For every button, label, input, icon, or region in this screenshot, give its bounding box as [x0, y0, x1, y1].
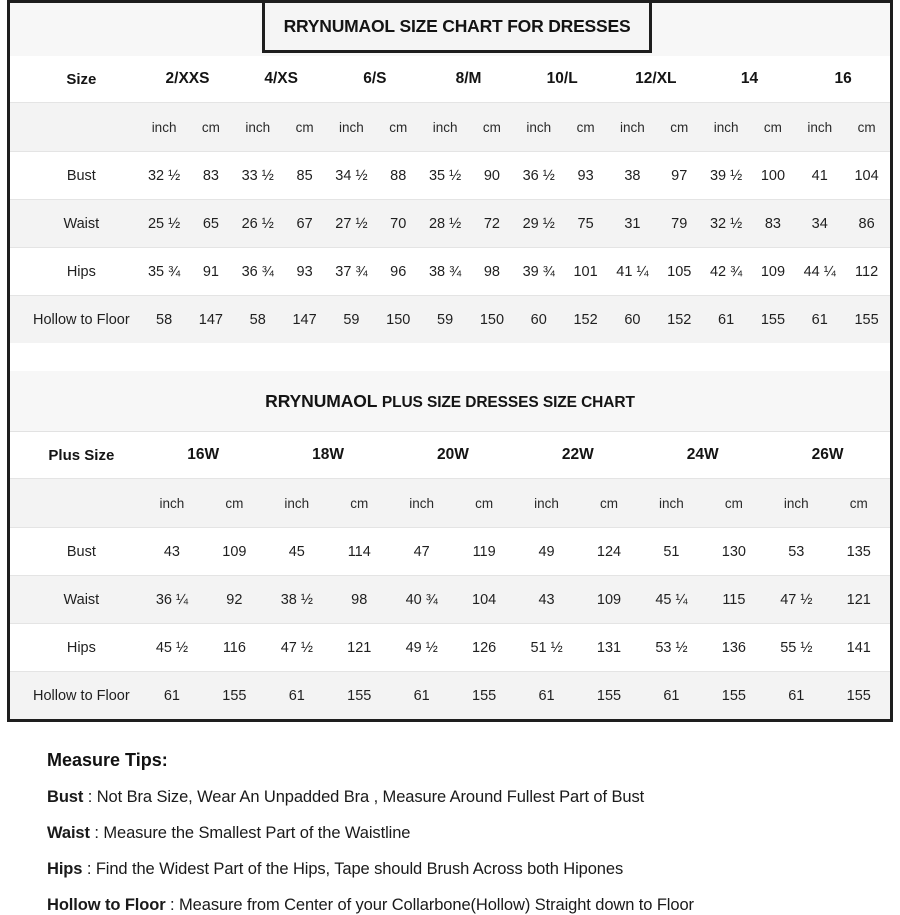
plus-cell-0-3: 114: [328, 528, 390, 576]
plus-cell-1-0: 36 ¼: [141, 576, 203, 624]
main-unit-inch-4: inch: [515, 103, 562, 152]
plus-cell-2-4: 49 ½: [390, 624, 452, 672]
main-unit-cm-1: cm: [281, 103, 328, 152]
main-cell-2-2: 36 ¾: [234, 248, 281, 296]
main-cell-2-0: 35 ¾: [141, 248, 188, 296]
plus-cell-2-5: 126: [453, 624, 515, 672]
main-size-header-row: [10, 56, 890, 103]
plus-unit-cm-3: cm: [578, 479, 640, 528]
main-cell-0-2: 33 ½: [234, 152, 281, 200]
plus-unit-cm-1: cm: [328, 479, 390, 528]
main-cell-2-3: 93: [281, 248, 328, 296]
plus-size-col-5: 26W: [765, 432, 890, 479]
main-cell-0-6: 35 ½: [422, 152, 469, 200]
main-cell-1-3: 67: [281, 200, 328, 248]
measure-tip-hips: [47, 860, 893, 879]
plus-cell-3-5: 155: [453, 672, 515, 720]
plus-unit-inch-1: inch: [266, 479, 328, 528]
table-row: [10, 576, 890, 624]
plus-row-label-2: Hips: [10, 624, 141, 672]
plus-cell-0-5: 119: [453, 528, 515, 576]
main-unit-inch-3: inch: [422, 103, 469, 152]
plus-size-table-body: [10, 432, 890, 719]
plus-cell-3-7: 155: [578, 672, 640, 720]
main-cell-1-12: 32 ½: [703, 200, 750, 248]
measure-tip-hollow-to-floor: [47, 896, 893, 915]
measure-tip-hollow-sep: :: [165, 896, 180, 914]
main-cell-3-5: 150: [375, 296, 422, 344]
table-row: [10, 152, 890, 200]
plus-cell-1-1: 92: [203, 576, 265, 624]
plus-row-label-3: Hollow to Floor: [10, 672, 141, 720]
plus-cell-2-11: 141: [828, 624, 890, 672]
main-unit-inch-1: inch: [234, 103, 281, 152]
plus-unit-inch-4: inch: [640, 479, 702, 528]
table-section-gap: [10, 343, 890, 371]
main-cell-0-8: 36 ½: [515, 152, 562, 200]
main-size-col-4: 10/L: [515, 56, 609, 103]
main-cell-3-0: 58: [141, 296, 188, 344]
main-cell-3-12: 61: [703, 296, 750, 344]
main-unit-inch-2: inch: [328, 103, 375, 152]
main-cell-0-4: 34 ½: [328, 152, 375, 200]
plus-size-header-row: [10, 432, 890, 479]
main-cell-2-14: 44 ¼: [796, 248, 843, 296]
plus-cell-0-8: 51: [640, 528, 702, 576]
main-chart-title-strip: [10, 0, 890, 56]
measure-tip-waist-text: Measure the Smallest Part of the Waistline: [103, 824, 411, 842]
measure-tip-bust-label: Bust: [47, 788, 84, 806]
main-size-col-2: 6/S: [328, 56, 422, 103]
plus-cell-1-11: 121: [828, 576, 890, 624]
plus-cell-0-4: 47: [390, 528, 452, 576]
main-unit-inch-6: inch: [703, 103, 750, 152]
main-row-label-3: Hollow to Floor: [10, 296, 141, 344]
plus-cell-1-6: 43: [515, 576, 577, 624]
plus-chart-title: [265, 391, 635, 412]
main-cell-3-6: 59: [422, 296, 469, 344]
main-size-col-7: 16: [796, 56, 890, 103]
table-row: [10, 672, 890, 720]
measure-tip-hollow-text: Measure from Center of your Collarbone(Hollow) Straight down to Floor: [179, 896, 694, 914]
plus-unit-inch-5: inch: [765, 479, 827, 528]
table-row: [10, 624, 890, 672]
plus-cell-3-8: 61: [640, 672, 702, 720]
main-cell-1-10: 31: [609, 200, 656, 248]
main-cell-0-14: 41: [796, 152, 843, 200]
main-size-table: [10, 56, 890, 343]
main-cell-3-2: 58: [234, 296, 281, 344]
main-cell-0-1: 83: [187, 152, 234, 200]
main-cell-0-0: 32 ½: [141, 152, 188, 200]
main-cell-1-14: 34: [796, 200, 843, 248]
table-row: [10, 248, 890, 296]
main-size-table-body: [10, 56, 890, 343]
plus-cell-0-9: 130: [703, 528, 765, 576]
plus-size-col-1: 18W: [266, 432, 391, 479]
plus-unit-cm-2: cm: [453, 479, 515, 528]
main-unit-inch-5: inch: [609, 103, 656, 152]
plus-chart-title-brand: RRYNUMAOL: [265, 390, 378, 411]
measure-tip-bust: [47, 788, 893, 807]
main-cell-3-14: 61: [796, 296, 843, 344]
plus-unit-cm-4: cm: [703, 479, 765, 528]
plus-unit-row-spacer: [10, 479, 141, 528]
main-chart-title: [284, 16, 631, 37]
plus-cell-2-8: 53 ½: [640, 624, 702, 672]
main-cell-1-6: 28 ½: [422, 200, 469, 248]
main-cell-0-3: 85: [281, 152, 328, 200]
main-cell-3-1: 147: [187, 296, 234, 344]
main-cell-1-0: 25 ½: [141, 200, 188, 248]
measure-tip-hollow-label: Hollow to Floor: [47, 896, 166, 914]
table-row: [10, 528, 890, 576]
main-cell-3-4: 59: [328, 296, 375, 344]
main-cell-2-7: 98: [469, 248, 516, 296]
main-cell-1-11: 79: [656, 200, 703, 248]
main-cell-2-4: 37 ¾: [328, 248, 375, 296]
plus-cell-2-9: 136: [703, 624, 765, 672]
main-cell-1-5: 70: [375, 200, 422, 248]
plus-cell-3-3: 155: [328, 672, 390, 720]
plus-cell-0-11: 135: [828, 528, 890, 576]
plus-cell-2-2: 47 ½: [266, 624, 328, 672]
main-cell-2-10: 41 ¼: [609, 248, 656, 296]
main-cell-3-10: 60: [609, 296, 656, 344]
measure-tip-waist-label: Waist: [47, 824, 90, 842]
plus-row-label-0: Bust: [10, 528, 141, 576]
main-cell-1-15: 86: [843, 200, 890, 248]
plus-cell-0-1: 109: [203, 528, 265, 576]
main-unit-cm-5: cm: [656, 103, 703, 152]
main-cell-1-8: 29 ½: [515, 200, 562, 248]
main-cell-3-11: 152: [656, 296, 703, 344]
main-unit-row-spacer: [10, 103, 141, 152]
measure-tip-hips-sep: :: [82, 860, 96, 878]
measure-tip-waist-sep: :: [89, 824, 104, 842]
main-unit-cm-3: cm: [469, 103, 516, 152]
plus-cell-0-10: 53: [765, 528, 827, 576]
table-row: [10, 296, 890, 344]
plus-cell-1-7: 109: [578, 576, 640, 624]
main-cell-1-7: 72: [469, 200, 516, 248]
main-cell-2-15: 112: [843, 248, 890, 296]
main-cell-1-4: 27 ½: [328, 200, 375, 248]
plus-unit-cm-0: cm: [203, 479, 265, 528]
main-unit-cm-0: cm: [187, 103, 234, 152]
plus-size-table: [10, 432, 890, 719]
main-cell-3-9: 152: [562, 296, 609, 344]
plus-cell-3-2: 61: [266, 672, 328, 720]
plus-unit-cm-5: cm: [828, 479, 890, 528]
main-cell-0-13: 100: [750, 152, 797, 200]
main-cell-0-12: 39 ½: [703, 152, 750, 200]
measure-tip-hips-label: Hips: [47, 860, 83, 878]
main-cell-2-9: 101: [562, 248, 609, 296]
measure-tips-heading: Measure Tips:: [47, 750, 168, 770]
main-cell-2-12: 42 ¾: [703, 248, 750, 296]
main-cell-2-5: 96: [375, 248, 422, 296]
plus-size-header-label: Plus Size: [10, 432, 141, 479]
main-cell-0-11: 97: [656, 152, 703, 200]
plus-cell-3-1: 155: [203, 672, 265, 720]
table-row: [10, 200, 890, 248]
size-chart-tables: [7, 0, 893, 722]
plus-cell-3-10: 61: [765, 672, 827, 720]
plus-size-col-4: 24W: [640, 432, 765, 479]
plus-size-col-2: 20W: [390, 432, 515, 479]
main-cell-0-9: 93: [562, 152, 609, 200]
main-unit-cm-2: cm: [375, 103, 422, 152]
measure-tip-bust-sep: :: [83, 788, 97, 806]
main-cell-0-15: 104: [843, 152, 890, 200]
plus-cell-0-0: 43: [141, 528, 203, 576]
main-size-col-5: 12/XL: [609, 56, 703, 103]
plus-cell-1-2: 38 ½: [266, 576, 328, 624]
main-cell-3-8: 60: [515, 296, 562, 344]
plus-unit-inch-2: inch: [390, 479, 452, 528]
main-unit-inch-0: inch: [141, 103, 188, 152]
plus-unit-row: [10, 479, 890, 528]
plus-cell-0-6: 49: [515, 528, 577, 576]
plus-cell-1-10: 47 ½: [765, 576, 827, 624]
plus-cell-2-1: 116: [203, 624, 265, 672]
main-cell-1-2: 26 ½: [234, 200, 281, 248]
plus-cell-3-6: 61: [515, 672, 577, 720]
main-chart-title-brand: RRYNUMAOL: [283, 16, 395, 36]
plus-cell-2-3: 121: [328, 624, 390, 672]
plus-cell-1-4: 40 ¾: [390, 576, 452, 624]
main-cell-2-1: 91: [187, 248, 234, 296]
main-unit-cm-7: cm: [843, 103, 890, 152]
main-row-label-2: Hips: [10, 248, 141, 296]
plus-cell-2-10: 55 ½: [765, 624, 827, 672]
plus-cell-3-11: 155: [828, 672, 890, 720]
main-cell-0-5: 88: [375, 152, 422, 200]
plus-cell-2-7: 131: [578, 624, 640, 672]
plus-cell-2-6: 51 ½: [515, 624, 577, 672]
main-size-col-1: 4/XS: [234, 56, 328, 103]
plus-cell-2-0: 45 ½: [141, 624, 203, 672]
plus-chart-title-strip: [10, 371, 890, 432]
main-size-header-label: Size: [10, 56, 141, 103]
plus-cell-1-9: 115: [703, 576, 765, 624]
measure-tips-section: [7, 722, 893, 915]
main-cell-2-13: 109: [750, 248, 797, 296]
main-cell-1-9: 75: [562, 200, 609, 248]
main-unit-inch-7: inch: [796, 103, 843, 152]
main-unit-cm-6: cm: [750, 103, 797, 152]
main-cell-2-6: 38 ¾: [422, 248, 469, 296]
main-row-label-0: Bust: [10, 152, 141, 200]
plus-size-col-3: 22W: [515, 432, 640, 479]
plus-cell-1-8: 45 ¼: [640, 576, 702, 624]
main-cell-3-15: 155: [843, 296, 890, 344]
main-cell-3-3: 147: [281, 296, 328, 344]
main-size-col-0: 2/XXS: [141, 56, 235, 103]
plus-unit-inch-3: inch: [515, 479, 577, 528]
plus-chart-title-rest: PLUS SIZE DRESSES SIZE CHART: [381, 393, 635, 411]
plus-cell-3-9: 155: [703, 672, 765, 720]
main-unit-row: [10, 103, 890, 152]
plus-cell-1-3: 98: [328, 576, 390, 624]
plus-cell-3-4: 61: [390, 672, 452, 720]
plus-size-col-0: 16W: [141, 432, 266, 479]
main-cell-2-8: 39 ¾: [515, 248, 562, 296]
plus-cell-3-0: 61: [141, 672, 203, 720]
plus-cell-1-5: 104: [453, 576, 515, 624]
main-cell-1-13: 83: [750, 200, 797, 248]
main-row-label-1: Waist: [10, 200, 141, 248]
measure-tip-waist: [47, 824, 893, 843]
main-size-col-6: 14: [703, 56, 797, 103]
main-cell-2-11: 105: [656, 248, 703, 296]
main-cell-0-7: 90: [469, 152, 516, 200]
main-cell-3-7: 150: [469, 296, 516, 344]
main-cell-1-1: 65: [187, 200, 234, 248]
main-size-col-3: 8/M: [422, 56, 516, 103]
main-cell-3-13: 155: [750, 296, 797, 344]
main-chart-title-rest: SIZE CHART FOR DRESSES: [399, 16, 631, 36]
main-chart-title-box: [262, 0, 652, 53]
measure-tip-bust-text: Not Bra Size, Wear An Unpadded Bra , Measure Around Fullest Part of Bust: [96, 788, 645, 806]
measure-tip-hips-text: Find the Widest Part of the Hips, Tape should Brush Across both Hipones: [95, 860, 624, 878]
main-cell-0-10: 38: [609, 152, 656, 200]
plus-cell-0-2: 45: [266, 528, 328, 576]
plus-unit-inch-0: inch: [141, 479, 203, 528]
main-unit-cm-4: cm: [562, 103, 609, 152]
plus-row-label-1: Waist: [10, 576, 141, 624]
plus-cell-0-7: 124: [578, 528, 640, 576]
